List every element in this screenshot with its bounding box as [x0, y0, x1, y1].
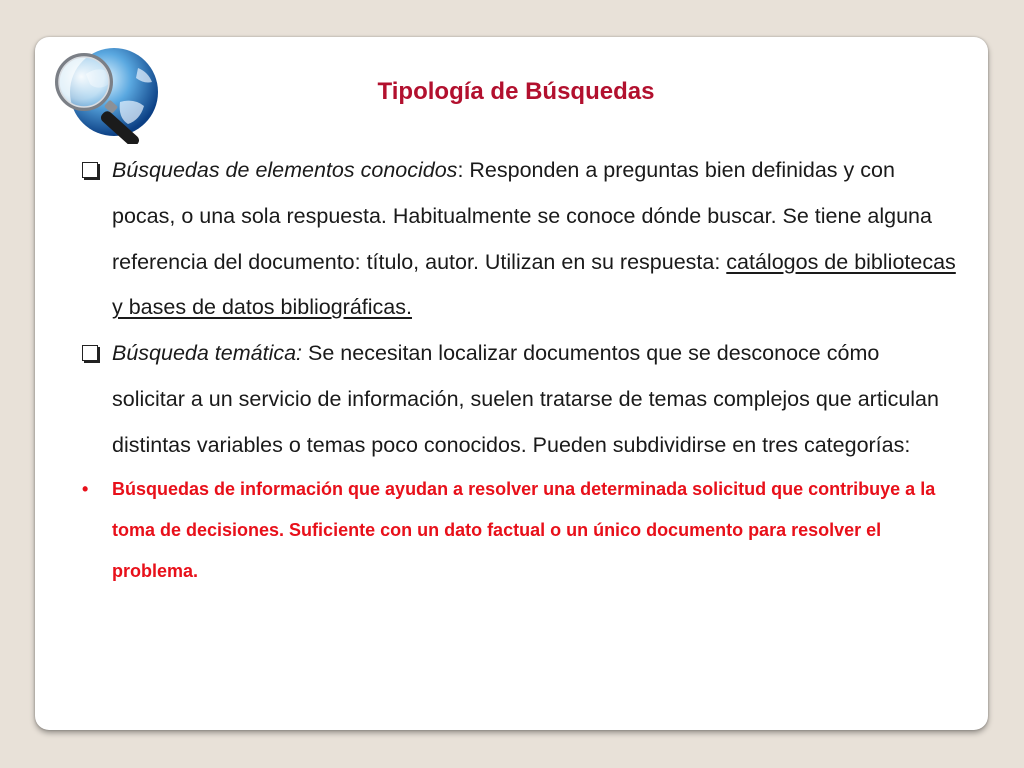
- thematic-search-paragraph: [78, 331, 958, 468]
- known-items-text: Responden a preguntas bien definidas y con pocas, o una sola respuesta. Habitualmente se conoce dónde buscar. Se tiene alguna referencia del documento: título, autor. Utilizan en su respuesta:: [112, 158, 932, 274]
- checkbox-bullet-icon: [82, 162, 98, 178]
- slide-content: [78, 148, 958, 592]
- slide-title: Tipología de Búsquedas: [377, 78, 655, 105]
- decision-search-bullet: [78, 469, 958, 592]
- decision-search-text: Búsquedas de información que ayudan a resolver una determinada solicitud que contribuye a la toma de decisiones. Suficiente con un dato factual o un único documento para resolver el problema.: [112, 478, 936, 581]
- known-items-term: Búsquedas de elementos conocidos: [112, 158, 458, 182]
- checkbox-bullet-icon: [82, 345, 98, 361]
- thematic-search-text: Se necesitan localizar documentos que se desconoce cómo solicitar a un servicio de información, suelen tratarse de temas complejos que articulan distintas variables o temas poco conocidos. Pueden subdividirse en tres categorías:: [112, 341, 939, 457]
- bullet-dot-icon: •: [82, 478, 89, 499]
- known-items-separator: :: [457, 158, 470, 182]
- known-items-paragraph: [78, 148, 958, 331]
- thematic-search-term: Búsqueda temática:: [112, 341, 303, 366]
- known-items-sources-link[interactable]: catálogos de bibliotecas y bases de datos bibliográficas.: [112, 249, 956, 320]
